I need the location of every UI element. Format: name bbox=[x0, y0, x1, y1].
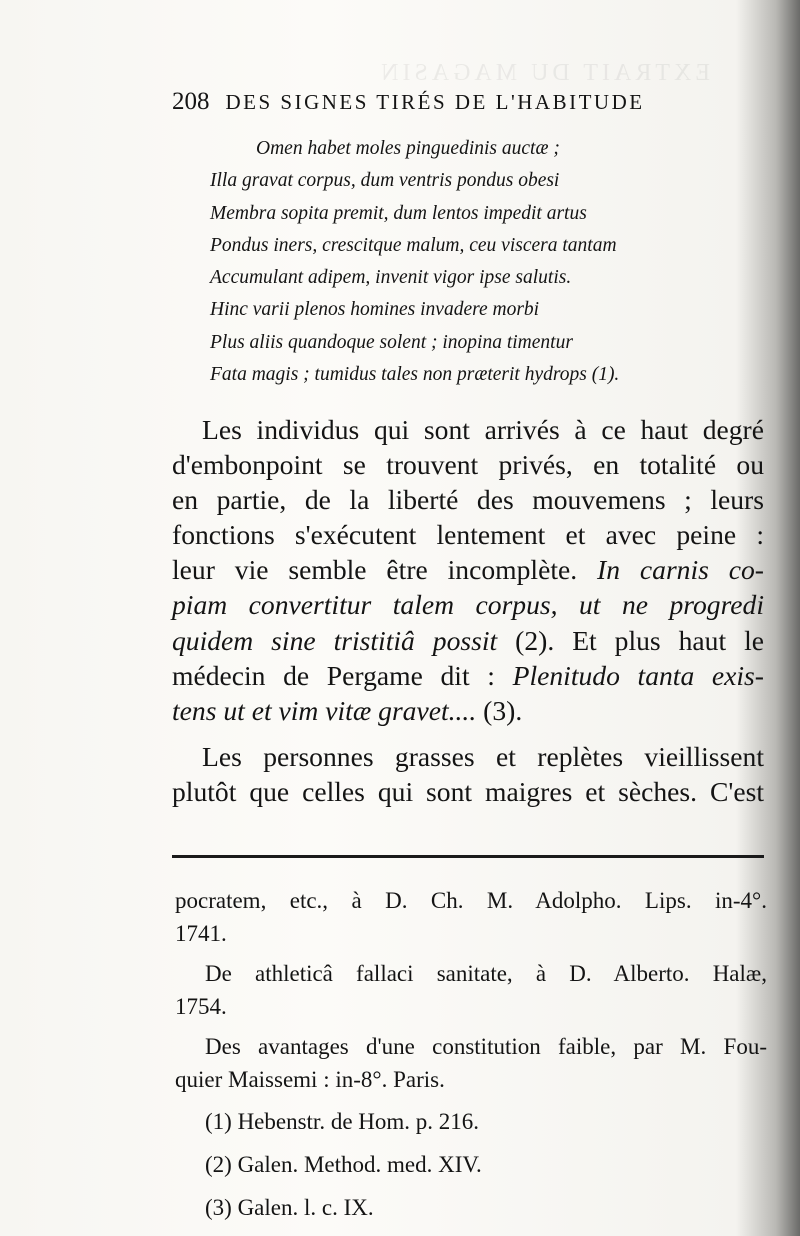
note-line: pocratem, etc., à D. Ch. M. Adolpho. Lips. in-4°. bbox=[175, 888, 767, 913]
text-line bbox=[172, 658, 764, 693]
footnote-1: (1) Hebenstr. de Hom. p. 216. bbox=[205, 1109, 480, 1135]
verse-line: Accumulant adipem, invenit vigor ipse salutis. bbox=[210, 267, 572, 289]
verse-line: Illa gravat corpus, dum ventris pondus obesi bbox=[210, 170, 560, 192]
verse-line: Hinc varii plenos homines invadere morbi bbox=[210, 299, 540, 321]
text-run: médecin de Pergame dit : bbox=[172, 659, 495, 691]
text-run: (3). bbox=[483, 694, 523, 726]
note-line: 1754. bbox=[175, 994, 227, 1020]
note-line: quier Maissemi : in-8°. Paris. bbox=[175, 1067, 445, 1093]
text-line: fonctions s'exécutent lentement et avec peine : bbox=[172, 519, 764, 551]
latin-run: piam convertitur talem corpus, ut ne progredi bbox=[172, 589, 764, 621]
note-line: De athleticâ fallaci sanitate, à D. Alberto. Halæ, bbox=[205, 960, 767, 986]
latin-run: tens ut et vim vitæ gravet.... bbox=[172, 694, 477, 726]
paragraph-1 bbox=[172, 412, 764, 728]
text-line: Les personnes grasses et replètes vieillissent bbox=[202, 740, 764, 772]
body-text bbox=[172, 412, 764, 809]
latin-run: In carnis co- bbox=[597, 554, 764, 586]
text-run: leur vie semble être incomplète. bbox=[172, 554, 578, 586]
text-line: d'embonpoint se trouvent privés, en totalité ou bbox=[172, 449, 764, 481]
text-line bbox=[172, 693, 764, 728]
paragraph-2 bbox=[172, 739, 764, 809]
text-line bbox=[172, 623, 764, 658]
verse-line: Fata magis ; tumidus tales non præterit hydrops (1). bbox=[210, 364, 620, 386]
footnotes bbox=[175, 884, 767, 1225]
text-line bbox=[172, 587, 764, 622]
footnote-2: (2) Galen. Method. med. XIV. bbox=[205, 1152, 482, 1178]
latin-run: Plenitudo tanta exis- bbox=[512, 659, 764, 691]
text-line: en partie, de la liberté des mouvemens ; leurs bbox=[172, 484, 764, 516]
verse-line: Pondus iners, crescitque malum, ceu viscera tantam bbox=[210, 234, 617, 256]
footnote-3: (3) Galen. l. c. IX. bbox=[205, 1195, 374, 1221]
verse-line: Membra sopita premit, dum lentos impedit artus bbox=[210, 202, 587, 224]
note-line: Des avantages d'une constitution faible, par M. Fou- bbox=[205, 1033, 767, 1059]
text-run: (2). Et plus haut le bbox=[515, 624, 764, 656]
running-header bbox=[172, 88, 772, 116]
running-title: DES SIGNES TIRÉS DE L'HABITUDE bbox=[225, 90, 645, 114]
text-line: Les individus qui sont arrivés à ce haut degré bbox=[202, 414, 764, 445]
footnote-rule bbox=[172, 855, 764, 858]
verse-line: Omen habet moles pinguedinis auctæ ; bbox=[256, 138, 560, 159]
text-line bbox=[172, 552, 764, 587]
page-number: 208 bbox=[172, 88, 210, 115]
show-through-from-reverse: EXTRAIT DU MAGASIN bbox=[377, 60, 710, 86]
latin-verse-quotation bbox=[210, 133, 750, 391]
verse-line: Plus aliis quandoque solent ; inopina timentur bbox=[210, 331, 573, 353]
text-line: plutôt que celles qui sont maigres et sèches. C'est bbox=[172, 775, 764, 807]
latin-run: quidem sine tristitiâ possit bbox=[172, 624, 498, 656]
note-line: 1741. bbox=[175, 921, 227, 947]
